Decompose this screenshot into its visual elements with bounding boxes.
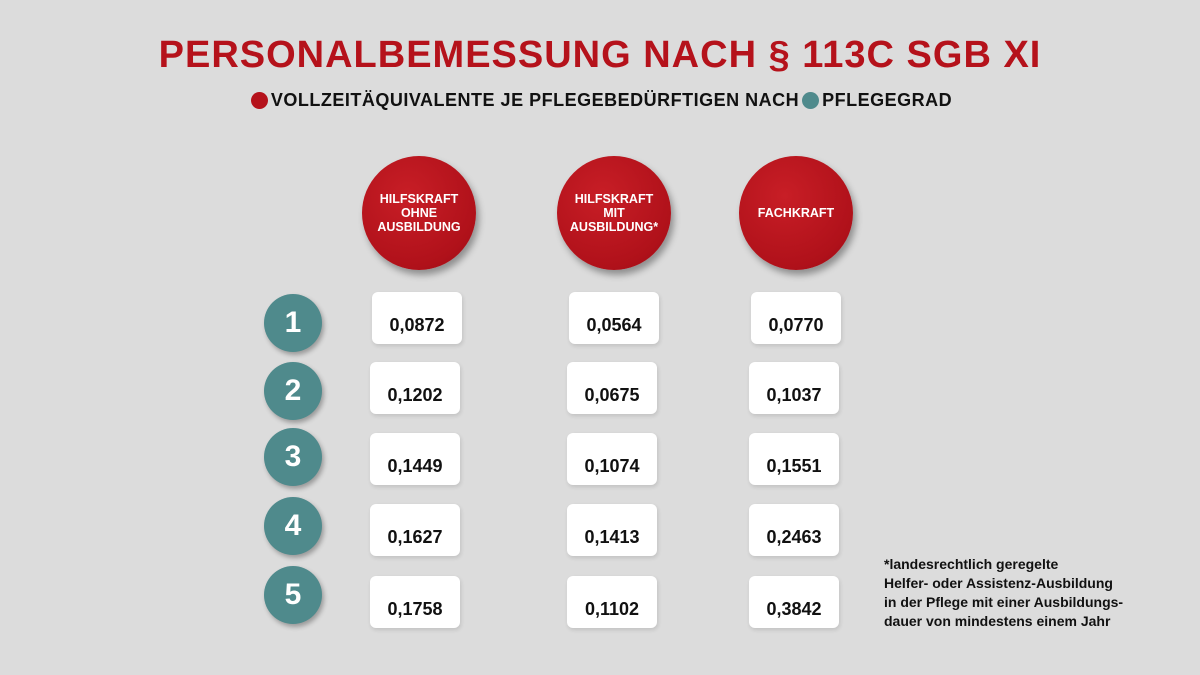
column-header-fachkraft: FACHKRAFT — [739, 156, 853, 270]
value-cell: 0,2463 — [749, 504, 839, 556]
column-header-hilfskraft-ohne: HILFSKRAFT OHNE AUSBILDUNG — [362, 156, 476, 270]
footnote — [884, 555, 1184, 631]
subtitle — [0, 90, 1200, 111]
value-cell: 0,0770 — [751, 292, 841, 344]
footnote-line: in der Pflege mit einer Ausbildungs- — [884, 594, 1124, 610]
grade-badge-5: 5 — [264, 566, 322, 624]
red-dot-icon — [251, 92, 268, 109]
value-cell: 0,1102 — [567, 576, 657, 628]
value-cell: 0,0872 — [372, 292, 462, 344]
value-cell: 0,1758 — [370, 576, 460, 628]
value-cell: 0,1074 — [567, 433, 657, 485]
page-title: PERSONALBEMESSUNG NACH § 113C SGB XI — [158, 34, 1042, 76]
value-cell: 0,0564 — [569, 292, 659, 344]
subtitle-part1: VOLLZEITÄQUIVALENTE JE PFLEGEBEDÜRFTIGEN NACH — [270, 90, 800, 110]
column-header-hilfskraft-mit: HILFSKRAFT MIT AUSBILDUNG* — [557, 156, 671, 270]
footnote-line: Helfer- oder Assistenz-Ausbildung — [884, 575, 1113, 591]
footnote-line: *landesrechtlich geregelte — [884, 556, 1059, 572]
value-cell: 0,1551 — [749, 433, 839, 485]
footnote-line: dauer von mindestens einem Jahr — [884, 613, 1111, 629]
value-cell: 0,1627 — [370, 504, 460, 556]
value-cell: 0,0675 — [567, 362, 657, 414]
teal-dot-icon — [802, 92, 819, 109]
grade-badge-3: 3 — [264, 428, 322, 486]
value-cell: 0,1449 — [370, 433, 460, 485]
value-cell: 0,1413 — [567, 504, 657, 556]
grade-badge-2: 2 — [264, 362, 322, 420]
grade-badge-4: 4 — [264, 497, 322, 555]
value-cell: 0,1037 — [749, 362, 839, 414]
value-cell: 0,1202 — [370, 362, 460, 414]
grade-badge-1: 1 — [264, 294, 322, 352]
subtitle-part2: PFLEGEGRAD — [822, 90, 953, 110]
value-cell: 0,3842 — [749, 576, 839, 628]
